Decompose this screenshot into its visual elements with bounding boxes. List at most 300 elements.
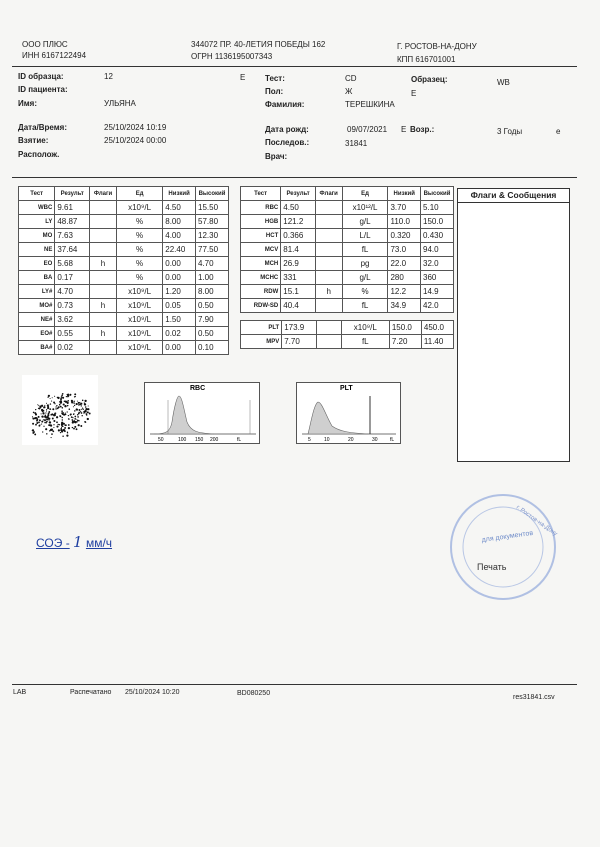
test-name: LY bbox=[19, 215, 55, 229]
org-name: ООО ПЛЮС bbox=[22, 40, 68, 49]
scatter-dot bbox=[72, 420, 74, 422]
high-value: 12.30 bbox=[196, 229, 229, 243]
patient-divider bbox=[12, 177, 577, 178]
col-unit: Ед bbox=[342, 187, 388, 201]
specimen-label: Образец: bbox=[411, 75, 448, 84]
scatter-dot bbox=[44, 405, 45, 406]
scatter-dot bbox=[50, 422, 51, 423]
plt-tick: 20 bbox=[348, 437, 354, 443]
scatter-dot bbox=[74, 420, 75, 421]
scatter-dot bbox=[62, 397, 64, 399]
flag-value bbox=[315, 229, 342, 243]
location-label: Располож. bbox=[18, 150, 60, 159]
name-label: Имя: bbox=[18, 99, 37, 108]
scatter-dot bbox=[57, 424, 58, 425]
scatter-dot bbox=[87, 409, 88, 410]
unit-value: x10⁹/L bbox=[116, 299, 162, 313]
high-value: 32.0 bbox=[421, 257, 454, 271]
plt-histogram-title: PLT bbox=[340, 385, 353, 392]
scatter-dot bbox=[51, 437, 52, 438]
scatter-dot bbox=[47, 416, 49, 418]
scatter-dot bbox=[43, 406, 45, 408]
test-name: MCH bbox=[241, 257, 281, 271]
scatter-dot bbox=[57, 397, 59, 399]
col-result: Результ bbox=[281, 187, 316, 201]
result-value: 173.9 bbox=[282, 321, 316, 335]
high-value: 0.430 bbox=[421, 229, 454, 243]
high-value: 11.40 bbox=[421, 335, 453, 349]
col-flags: Флаги bbox=[90, 187, 117, 201]
test-name: LY# bbox=[19, 285, 55, 299]
scatter-dot bbox=[44, 419, 45, 420]
scatter-dot bbox=[49, 408, 51, 410]
table-row bbox=[19, 215, 229, 229]
scatter-dot bbox=[38, 405, 39, 406]
rbc-tick: 150 bbox=[195, 437, 204, 443]
scatter-dot bbox=[62, 436, 63, 437]
scatter-dot bbox=[81, 412, 83, 414]
scatter-dot bbox=[76, 403, 78, 405]
test-value: CD bbox=[345, 74, 357, 83]
scatter-dot bbox=[67, 395, 69, 397]
low-value: 0.00 bbox=[163, 271, 196, 285]
scatter-dot bbox=[74, 393, 76, 395]
scatter-dot bbox=[61, 427, 62, 428]
scatter-dot bbox=[42, 431, 43, 432]
org-ogrn: ОГРН 1136195007343 bbox=[191, 52, 273, 61]
low-value: 0.00 bbox=[163, 341, 196, 355]
scatter-dot bbox=[46, 409, 47, 410]
scatter-dot bbox=[50, 429, 52, 431]
scatter-dot bbox=[50, 424, 52, 426]
table-row bbox=[19, 327, 229, 341]
result-value: 0.17 bbox=[55, 271, 90, 285]
scatter-dot bbox=[50, 414, 52, 416]
scatter-dot bbox=[84, 400, 86, 402]
unit-value: x10⁹/L bbox=[116, 327, 162, 341]
flag-value bbox=[315, 299, 342, 313]
table-row bbox=[241, 335, 454, 349]
scatter-dot bbox=[45, 412, 46, 413]
rbc-tick: 100 bbox=[178, 437, 187, 443]
unit-value: % bbox=[342, 285, 388, 299]
scatter-dot bbox=[63, 414, 65, 416]
scatter-dot bbox=[60, 398, 62, 400]
flag-value bbox=[315, 201, 342, 215]
test-name: RBC bbox=[241, 201, 281, 215]
scatter-dot bbox=[74, 426, 76, 428]
test-name: MPV bbox=[241, 335, 282, 349]
scatter-dot bbox=[52, 397, 53, 398]
scatter-dot bbox=[38, 408, 39, 409]
unit-value: % bbox=[116, 271, 162, 285]
scatter-dot bbox=[76, 421, 78, 423]
unit-value: x10⁹/L bbox=[116, 201, 162, 215]
col-test: Тест bbox=[241, 187, 281, 201]
scatter-dot bbox=[75, 396, 76, 397]
low-value: 0.320 bbox=[388, 229, 421, 243]
result-value: 5.68 bbox=[55, 257, 90, 271]
scatter-dot bbox=[73, 402, 74, 403]
low-value: 1.50 bbox=[163, 313, 196, 327]
test-name: HGB bbox=[241, 215, 281, 229]
scatter-dot bbox=[82, 409, 83, 410]
scatter-dot bbox=[67, 411, 68, 412]
specimen-flag: E bbox=[411, 89, 417, 98]
scatter-dot bbox=[54, 414, 56, 416]
unit-value: g/L bbox=[342, 215, 388, 229]
low-value: 280 bbox=[388, 271, 421, 285]
scatter-dot bbox=[42, 409, 43, 410]
low-value: 22.40 bbox=[163, 243, 196, 257]
test-name: MCHC bbox=[241, 271, 281, 285]
scatter-dot bbox=[87, 418, 89, 420]
result-value: 331 bbox=[281, 271, 316, 285]
scatter-dot bbox=[73, 414, 74, 415]
scatter-dot bbox=[68, 424, 70, 426]
low-value: 3.70 bbox=[388, 201, 421, 215]
high-value: 57.80 bbox=[196, 215, 229, 229]
scatter-dot bbox=[60, 401, 62, 403]
test-name: NE# bbox=[19, 313, 55, 327]
scatter-dot bbox=[32, 432, 34, 434]
plt-table bbox=[240, 320, 454, 349]
scatter-dot bbox=[49, 420, 50, 421]
scatter-dot bbox=[37, 404, 38, 405]
scatter-dot bbox=[38, 417, 39, 418]
scatter-dot bbox=[74, 416, 76, 418]
scatter-dot bbox=[36, 422, 38, 424]
scatter-dot bbox=[48, 395, 50, 397]
wbc-table-body bbox=[19, 201, 229, 355]
scatter-dot bbox=[85, 411, 86, 412]
test-name: BA# bbox=[19, 341, 55, 355]
scatter-dot bbox=[62, 407, 64, 409]
scatter-dot bbox=[56, 405, 57, 406]
unit-value: x10⁹/L bbox=[116, 313, 162, 327]
test-name: MO bbox=[19, 229, 55, 243]
scatter-dot bbox=[50, 403, 51, 404]
low-value: 12.2 bbox=[388, 285, 421, 299]
table-row bbox=[19, 341, 229, 355]
scatter-dot bbox=[76, 428, 78, 430]
scatter-dot bbox=[82, 400, 84, 402]
low-value: 150.0 bbox=[389, 321, 421, 335]
unit-value: % bbox=[116, 243, 162, 257]
col-flags: Флаги bbox=[315, 187, 342, 201]
scatter-dot bbox=[78, 424, 80, 426]
high-value: 4.70 bbox=[196, 257, 229, 271]
scatter-dot bbox=[71, 416, 73, 418]
scatter-dot bbox=[76, 419, 77, 420]
table-row bbox=[241, 229, 454, 243]
stamp-outer-ring bbox=[451, 495, 555, 599]
test-name: EO# bbox=[19, 327, 55, 341]
scatter-dot bbox=[76, 408, 78, 410]
rbc-table-header bbox=[241, 187, 454, 201]
unit-value: L/L bbox=[342, 229, 388, 243]
name-value: УЛЬЯНА bbox=[104, 99, 136, 108]
scatter-dot bbox=[64, 427, 66, 429]
low-value: 1.20 bbox=[163, 285, 196, 299]
specimen-value: WB bbox=[497, 78, 510, 87]
scatter-dot bbox=[61, 410, 63, 412]
header-divider bbox=[12, 66, 577, 67]
doctor-label: Врач: bbox=[265, 152, 288, 161]
flag-value bbox=[90, 201, 117, 215]
col-high: Высокий bbox=[196, 187, 229, 201]
low-value: 7.20 bbox=[389, 335, 421, 349]
table-row bbox=[19, 285, 229, 299]
result-value: 26.9 bbox=[281, 257, 316, 271]
flag-value bbox=[90, 341, 117, 355]
scatter-dot bbox=[36, 417, 37, 418]
plt-tick: 30 bbox=[372, 437, 378, 443]
table-row bbox=[19, 201, 229, 215]
low-value: 22.0 bbox=[388, 257, 421, 271]
high-value: 14.9 bbox=[421, 285, 454, 299]
datetime-label: Дата/Время: bbox=[18, 123, 67, 132]
scatter-dot bbox=[58, 429, 60, 431]
flag-value bbox=[90, 271, 117, 285]
scatter-dot bbox=[46, 411, 47, 412]
footer-lab: LAB bbox=[13, 689, 27, 696]
high-value: 77.50 bbox=[196, 243, 229, 257]
table-row bbox=[19, 229, 229, 243]
scatter-dot bbox=[58, 406, 60, 408]
flag-value bbox=[90, 229, 117, 243]
low-value: 0.02 bbox=[163, 327, 196, 341]
scatter-dot bbox=[48, 405, 49, 406]
low-value: 8.00 bbox=[163, 215, 196, 229]
scatter-dot bbox=[65, 412, 66, 413]
table-row bbox=[241, 321, 454, 335]
rbc-tick: 50 bbox=[158, 437, 164, 443]
dob-value: 09/07/2021 bbox=[347, 125, 388, 134]
scatter-dot bbox=[68, 418, 69, 419]
scatter-dot bbox=[87, 411, 89, 413]
org-address: 344072 ПР. 40-ЛЕТИЯ ПОБЕДЫ 162 bbox=[191, 40, 326, 49]
scatter-dot bbox=[44, 422, 46, 424]
result-value: 7.70 bbox=[282, 335, 316, 349]
table-row bbox=[241, 285, 454, 299]
unit-value: % bbox=[116, 257, 162, 271]
scatter-dot bbox=[60, 406, 61, 407]
wbc-table bbox=[18, 186, 229, 355]
scatter-dot bbox=[43, 412, 44, 413]
scatter-dot bbox=[61, 417, 63, 419]
scatter-dot bbox=[35, 424, 37, 426]
flag-value bbox=[316, 321, 341, 335]
table-row bbox=[19, 313, 229, 327]
scatter-dot bbox=[36, 420, 38, 422]
high-value: 0.50 bbox=[196, 299, 229, 313]
high-value: 450.0 bbox=[421, 321, 453, 335]
taken-label: Взятие: bbox=[18, 136, 49, 145]
scatter-dot bbox=[59, 401, 60, 402]
col-result: Результ bbox=[55, 187, 90, 201]
scatter-dot bbox=[32, 430, 33, 431]
scatter-dot bbox=[83, 413, 84, 414]
scatter-dot bbox=[88, 405, 89, 406]
flag-value bbox=[315, 243, 342, 257]
flag-value bbox=[315, 271, 342, 285]
scatter-dot bbox=[34, 433, 36, 435]
scatter-dot bbox=[63, 429, 65, 431]
stamp-mid-text: для документов bbox=[481, 529, 534, 544]
scatter-dot bbox=[63, 403, 65, 405]
col-high: Высокий bbox=[421, 187, 454, 201]
table-row bbox=[19, 299, 229, 313]
high-value: 8.00 bbox=[196, 285, 229, 299]
test-name: HCT bbox=[241, 229, 281, 243]
high-value: 5.10 bbox=[421, 201, 454, 215]
scatter-dot bbox=[32, 416, 33, 417]
result-value: 121.2 bbox=[281, 215, 316, 229]
taken-value: 25/10/2024 00:00 bbox=[104, 136, 167, 145]
footer-file: res31841.csv bbox=[513, 694, 555, 701]
result-value: 81.4 bbox=[281, 243, 316, 257]
scatter-dot bbox=[86, 414, 88, 416]
org-kpp: КПП 616701001 bbox=[397, 55, 456, 64]
scatter-dot bbox=[41, 415, 43, 417]
footer-printed-label: Распечатано bbox=[70, 689, 112, 696]
scatter-dot bbox=[39, 419, 41, 421]
table-row bbox=[241, 257, 454, 271]
scatter-dot bbox=[32, 423, 34, 425]
rbc-tick: 200 bbox=[210, 437, 219, 443]
result-value: 37.64 bbox=[55, 243, 90, 257]
scatter-dot bbox=[67, 432, 68, 433]
col-low: Низкий bbox=[388, 187, 421, 201]
rbc-histogram bbox=[144, 382, 260, 444]
scatter-dot bbox=[51, 401, 52, 402]
table-row bbox=[241, 243, 454, 257]
unit-value: x10⁹/L bbox=[116, 341, 162, 355]
flag-value bbox=[315, 215, 342, 229]
table-row bbox=[19, 243, 229, 257]
scatter-dot bbox=[82, 408, 83, 409]
plt-tick: 10 bbox=[324, 437, 330, 443]
seq-value: 31841 bbox=[345, 139, 368, 148]
result-value: 48.87 bbox=[55, 215, 90, 229]
scatter-dot bbox=[41, 413, 42, 414]
result-value: 0.366 bbox=[281, 229, 316, 243]
scatter-dot bbox=[52, 408, 54, 410]
scatter-dot bbox=[67, 402, 69, 404]
unit-value: fL bbox=[342, 299, 388, 313]
scatter-dot bbox=[67, 405, 68, 406]
scatter-dot bbox=[62, 419, 63, 420]
scatter-dot bbox=[53, 424, 54, 425]
scatter-dot bbox=[66, 396, 67, 397]
test-name: BA bbox=[19, 271, 55, 285]
scatter-dot bbox=[71, 401, 73, 403]
col-unit: Ед bbox=[116, 187, 162, 201]
scatter-dot bbox=[62, 393, 64, 395]
scatter-dot bbox=[89, 413, 91, 415]
scatter-dot bbox=[38, 425, 40, 427]
scatter-dot bbox=[69, 394, 71, 396]
esr-unit: мм/ч bbox=[85, 536, 113, 550]
test-name: RDW-SD bbox=[241, 299, 281, 313]
scatter-dot bbox=[72, 427, 73, 428]
flag-value bbox=[316, 335, 341, 349]
unit-value: fL bbox=[342, 243, 388, 257]
scatter-dot bbox=[46, 433, 47, 434]
result-value: 4.70 bbox=[55, 285, 90, 299]
scatter-dot bbox=[38, 422, 40, 424]
plt-unit: fL bbox=[390, 437, 395, 443]
scatter-dot bbox=[80, 404, 81, 405]
scatter-dot bbox=[73, 401, 74, 402]
rbc-histogram-title: RBC bbox=[190, 385, 206, 392]
scatter-dot bbox=[54, 396, 55, 397]
org-inn: ИНН 6167122494 bbox=[22, 51, 87, 60]
scatter-dot bbox=[67, 400, 69, 402]
scatter-dot bbox=[39, 405, 41, 407]
scatter-dot bbox=[43, 419, 44, 420]
flag-value bbox=[90, 215, 117, 229]
scatter-dot bbox=[61, 394, 63, 396]
scatter-dot bbox=[65, 405, 66, 406]
test-name: MO# bbox=[19, 299, 55, 313]
scatter-dot bbox=[32, 418, 34, 420]
low-value: 0.00 bbox=[163, 257, 196, 271]
table-row bbox=[241, 299, 454, 313]
high-value: 15.50 bbox=[196, 201, 229, 215]
unit-value: x10¹²/L bbox=[342, 201, 388, 215]
flag-value: h bbox=[90, 327, 117, 341]
sex-value: Ж bbox=[345, 87, 353, 96]
patient-id-label: ID пациента: bbox=[18, 85, 68, 94]
footer-device: BD080250 bbox=[237, 690, 271, 697]
flags-title: Флаги & Сообщения bbox=[458, 189, 569, 203]
high-value: 360 bbox=[421, 271, 454, 285]
unit-value: fL bbox=[341, 335, 389, 349]
high-value: 0.10 bbox=[196, 341, 229, 355]
unit-value: % bbox=[116, 229, 162, 243]
test-name: PLT bbox=[241, 321, 282, 335]
wbc-table-header bbox=[19, 187, 229, 201]
scatter-dot bbox=[74, 405, 75, 406]
scatter-dot bbox=[72, 417, 73, 418]
high-value: 94.0 bbox=[421, 243, 454, 257]
scatter-dot bbox=[56, 421, 58, 423]
scatter-dot bbox=[68, 415, 69, 416]
flag-value bbox=[90, 243, 117, 257]
flag-value: h bbox=[90, 257, 117, 271]
scatter-dot bbox=[46, 403, 47, 404]
scatter-dot bbox=[56, 416, 58, 418]
scatter-dot bbox=[47, 407, 49, 409]
scatter-dot bbox=[55, 408, 57, 410]
sex-label: Пол: bbox=[265, 87, 284, 96]
stamp-label: Печать bbox=[477, 562, 507, 572]
scatter-dot bbox=[60, 432, 61, 433]
scatter-dot bbox=[45, 428, 47, 430]
scatter-dot bbox=[50, 398, 51, 399]
scatter-dot bbox=[56, 426, 58, 428]
esr-row bbox=[36, 535, 112, 550]
sample-id-flag: E bbox=[240, 73, 246, 82]
scatter-dot bbox=[80, 411, 81, 412]
scatter-dot bbox=[74, 410, 76, 412]
scatter-dot bbox=[69, 408, 71, 410]
age-flag: e bbox=[556, 127, 561, 136]
scatter-dot bbox=[35, 409, 36, 410]
age-value: 3 Годы bbox=[497, 127, 523, 136]
